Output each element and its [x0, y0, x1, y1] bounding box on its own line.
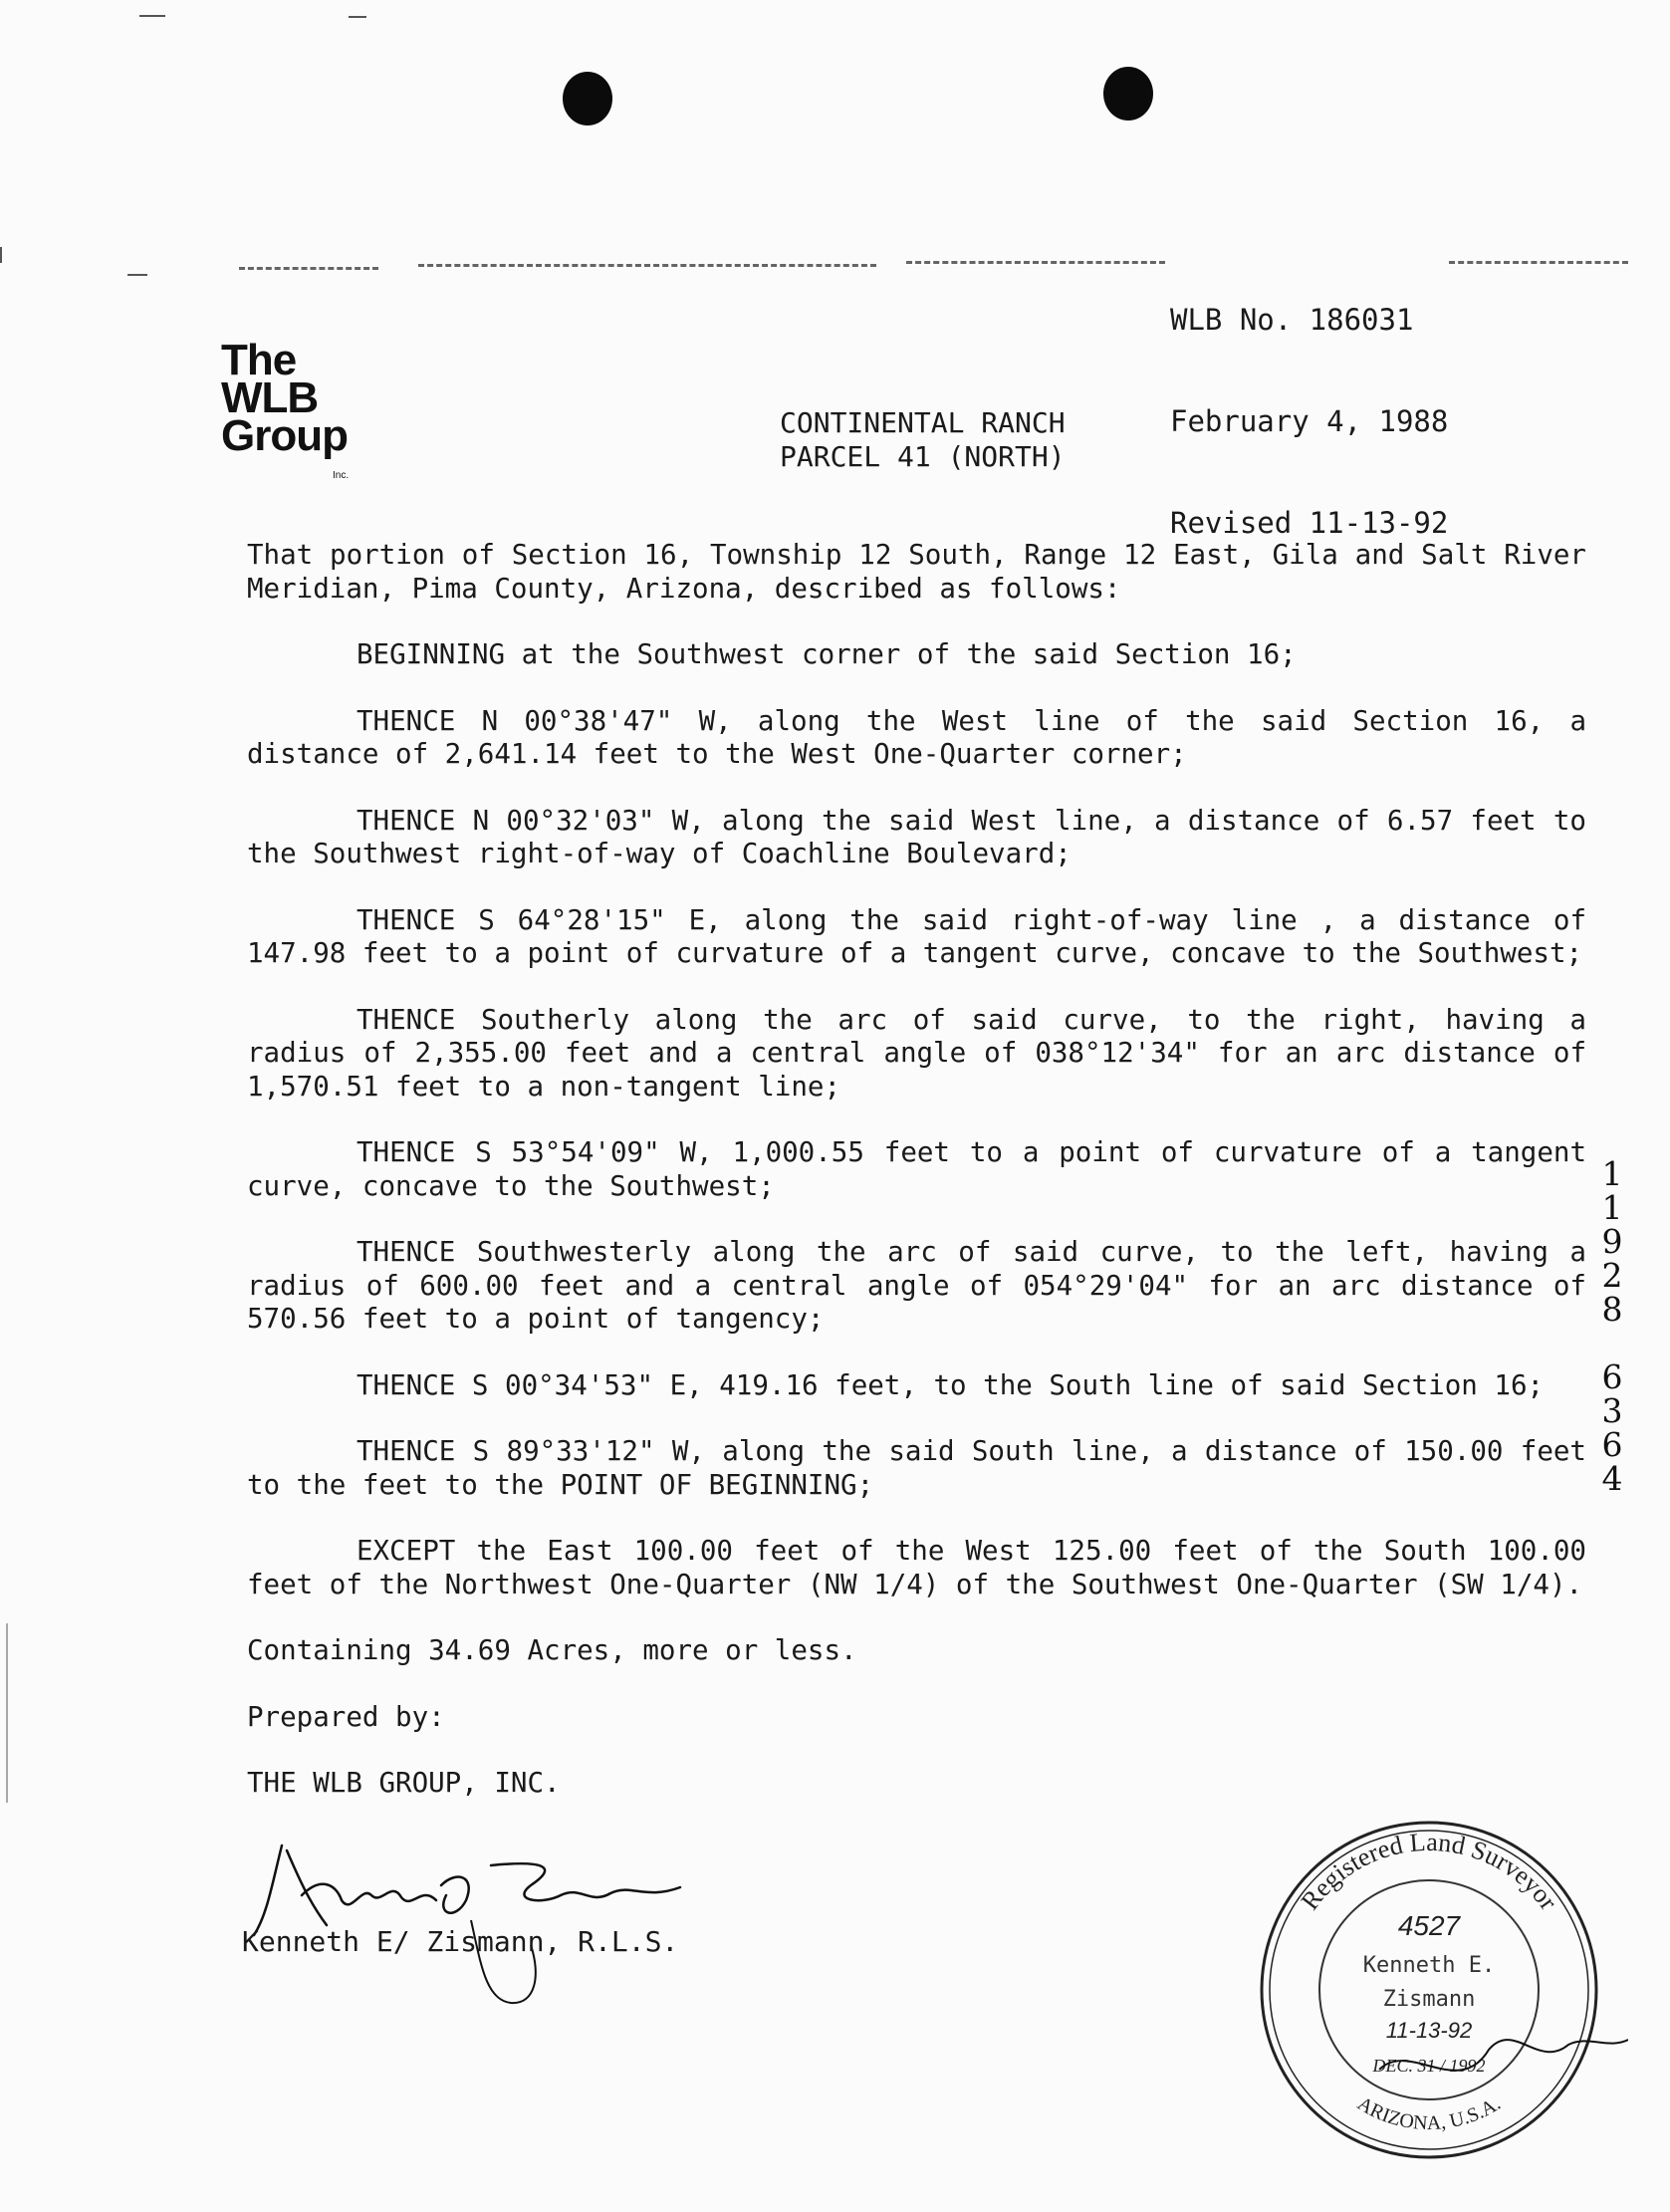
- revised-date: Revised 11-13-92: [1170, 506, 1449, 540]
- logo-line-2: WLB: [221, 373, 319, 422]
- course-paragraph: THENCE S 64°28'15" E, along the said right-of-way line , a distance of 147.98 feet to a point of curvature of a tangent curve, concave to the Southwest;: [247, 903, 1586, 969]
- logo-line-3: Group: [221, 411, 348, 460]
- legal-description: [247, 539, 1586, 1834]
- recording-digit: 2: [1601, 1256, 1623, 1295]
- recording-digit: 6: [1601, 1425, 1623, 1464]
- letterhead-rule: [418, 264, 876, 267]
- scan-mark: [127, 274, 147, 276]
- recording-digit: 9: [1601, 1222, 1623, 1261]
- recording-digit: 3: [1601, 1391, 1623, 1430]
- recording-digit: 1: [1601, 1154, 1623, 1193]
- company-logo: [221, 336, 350, 481]
- document-title: [780, 406, 1066, 474]
- surveyor-seal: [1230, 1801, 1628, 2179]
- title-line-1: CONTINENTAL RANCH: [780, 406, 1066, 439]
- handwritten-signature: [242, 1826, 700, 2015]
- recording-digit: 1: [1601, 1188, 1623, 1227]
- seal-top-text: Registered Land Surveyor: [1295, 1827, 1563, 1916]
- letterhead-rule: [1449, 261, 1628, 264]
- course-paragraph: THENCE S 53°54'09" W, 1,000.55 feet to a point of curvature of a tangent curve, concave to the Southwest;: [247, 1136, 1586, 1202]
- recording-digit: 4: [1601, 1459, 1623, 1498]
- wlb-number: WLB No. 186031: [1170, 303, 1414, 337]
- preparer-company: THE WLB GROUP, INC.: [247, 1767, 561, 1799]
- logo-line-1: The: [221, 336, 297, 384]
- logo-suffix: Inc.: [333, 470, 350, 481]
- seal-date: 11-13-92: [1385, 2018, 1473, 2043]
- punch-hole-right: [1103, 67, 1153, 121]
- scan-mark: [139, 15, 165, 17]
- recording-digit: 6: [1601, 1357, 1623, 1396]
- beginning-paragraph: BEGINNING at the Southwest corner of the said Section 16;: [357, 638, 1297, 670]
- letterhead-rule: [906, 261, 1165, 264]
- course-paragraph: THENCE Southwesterly along the arc of said curve, to the left, having a radius of 600.00 feet and a central angle of 054°29'04" for an arc distance of 570.56 feet to a point of tangency;: [247, 1236, 1586, 1335]
- seal-number: 4527: [1397, 1910, 1461, 1941]
- recording-number: [1597, 1154, 1627, 1498]
- course-paragraph: THENCE N 00°38'47" W, along the West line of the said Section 16, a distance of 2,641.14 feet to the West One-Quarter corner;: [247, 704, 1586, 770]
- course-paragraph: THENCE Southerly along the arc of said curve, to the right, having a radius of 2,355.00 feet and a central angle of 038°12'34" for an arc distance of 1,570.51 feet to a non-tangent line;: [247, 1003, 1586, 1103]
- course-paragraph: THENCE S 00°34'53" E, 419.16 feet, to the South line of said Section 16;: [357, 1368, 1545, 1401]
- seal-expiration: DEC. 31 / 1992: [1372, 2056, 1486, 2076]
- seal-name-line-1: Kenneth E.: [1362, 1953, 1496, 1978]
- course-paragraph: THENCE S 89°33'12" W, along the said South line, a distance of 150.00 feet to the feet to the POINT OF BEGINNING;: [247, 1435, 1586, 1501]
- signer-name: Kenneth E/ Zismann, R.L.S.: [242, 1925, 679, 1958]
- recording-digit: 8: [1601, 1290, 1623, 1329]
- prepared-by-label: Prepared by:: [247, 1700, 445, 1733]
- signature-block: [242, 1826, 700, 2020]
- course-paragraph: THENCE N 00°32'03" W, along the said West line, a distance of 6.57 feet to the Southwest right-of-way of Coachline Boulevard;: [247, 804, 1586, 869]
- scan-mark: [0, 247, 2, 263]
- seal-bottom-text: ARIZONA, U.S.A.: [1353, 2092, 1505, 2135]
- scan-mark: [6, 1623, 8, 1803]
- seal-name-line-2: Zismann: [1382, 1987, 1476, 2012]
- intro-paragraph: That portion of Section 16, Township 12 South, Range 12 East, Gila and Salt River Meridian, Pima County, Arizona, described as follows:: [247, 539, 1586, 605]
- exception-paragraph: EXCEPT the East 100.00 feet of the West 125.00 feet of the South 100.00 feet of the Northwest One-Quarter (NW 1/4) of the Southwest One-Quarter (SW 1/4).: [247, 1535, 1586, 1600]
- title-line-2: PARCEL 41 (NORTH): [780, 440, 1066, 473]
- letterhead-rule: [239, 267, 378, 270]
- scan-mark: [349, 16, 366, 18]
- acreage-paragraph: Containing 34.69 Acres, more or less.: [247, 1634, 857, 1666]
- punch-hole-left: [563, 72, 612, 125]
- document-date: February 4, 1988: [1170, 404, 1449, 438]
